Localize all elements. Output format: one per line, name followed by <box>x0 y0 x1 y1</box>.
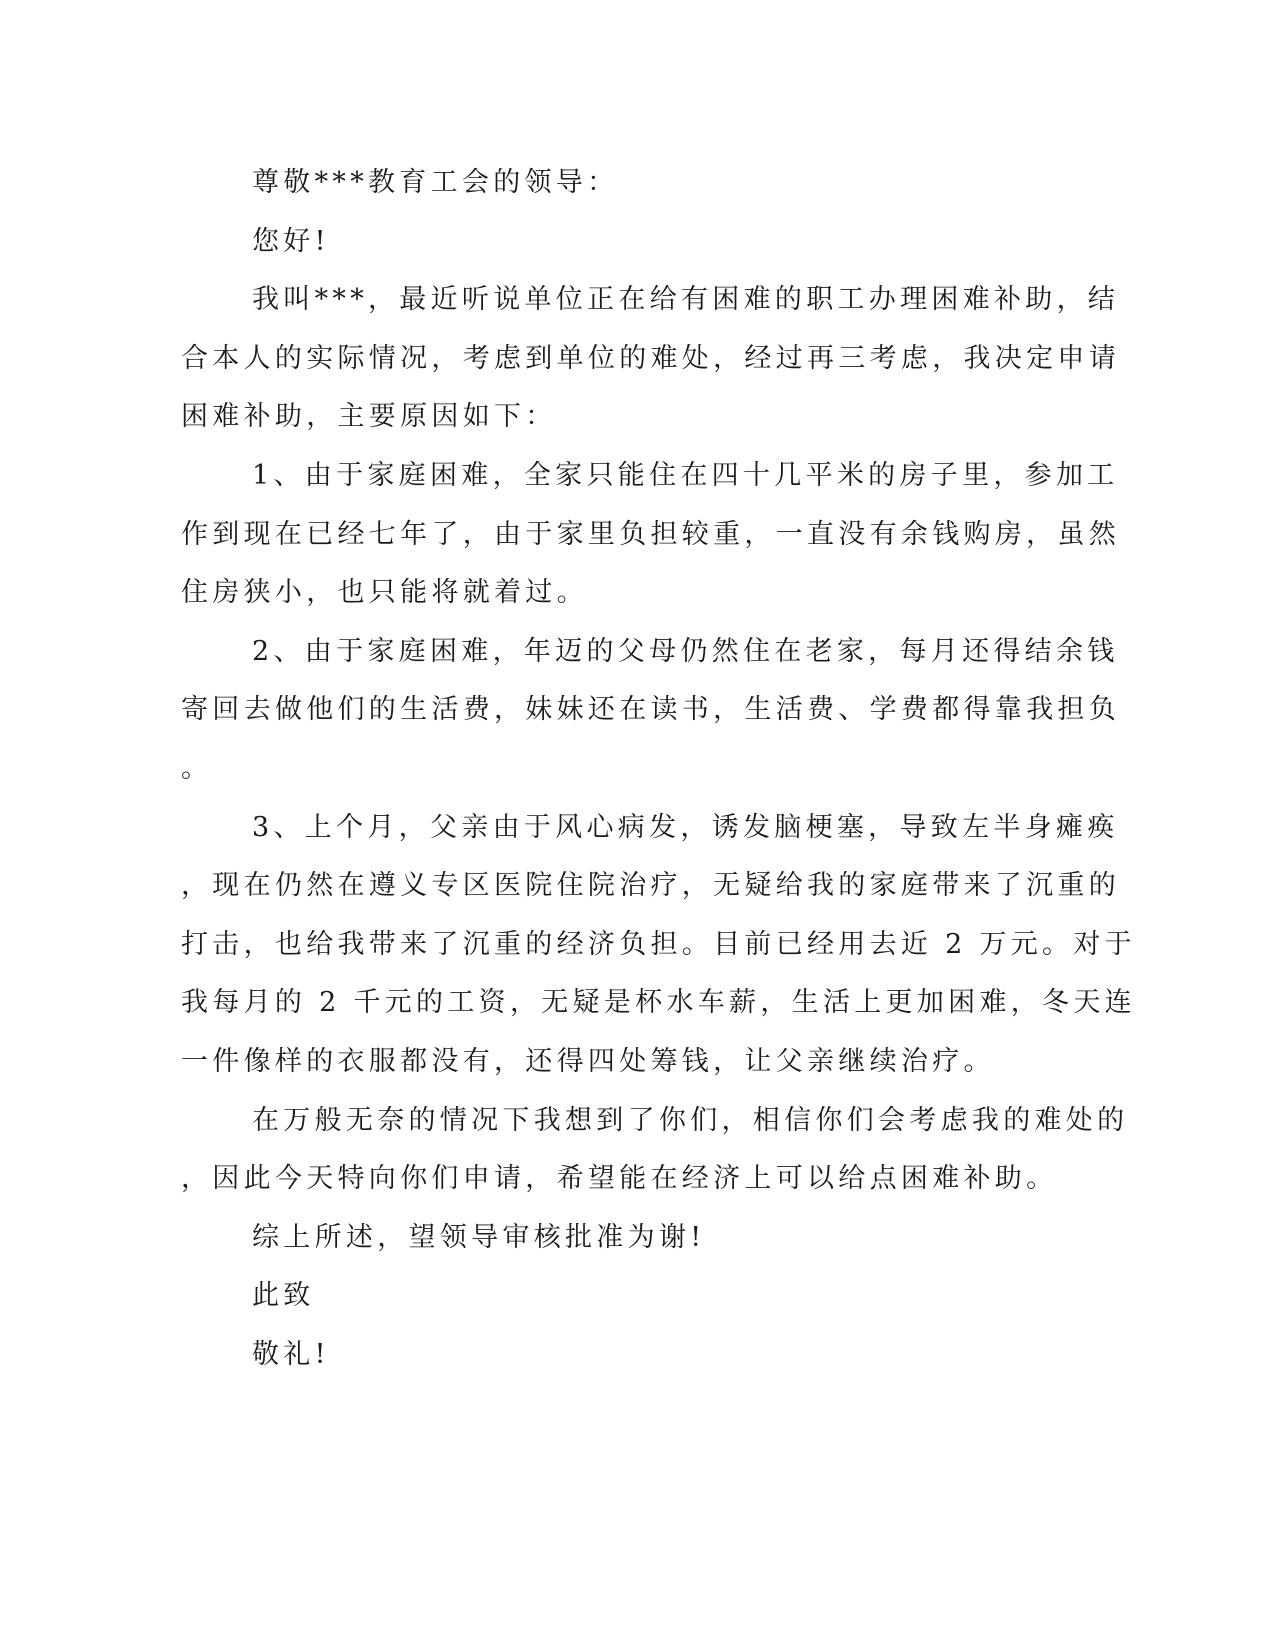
closing-jing-li: 敬礼! <box>252 1339 330 1370</box>
paragraph-4-line-4: 我每月的 2 千元的工资，无疑是杯水车薪，生活上更加困难，冬天连 <box>181 987 1136 1018</box>
paragraph-4-line-1: 3、上个月，父亲由于风心病发，诱发脑梗塞，导致左半身瘫痪 <box>252 812 1119 843</box>
paragraph-3-line-2: 寄回去做他们的生活费，妹妹还在读书，生活费、学费都得靠我担负 <box>181 694 1120 725</box>
paragraph-1-line-1: 我叫***，最近听说单位正在给有困难的职工办理困难补助，结 <box>252 284 1120 315</box>
paragraph-2-line-2: 作到现在已经七年了，由于家里负担较重，一直没有余钱购房，虽然 <box>181 519 1120 550</box>
paragraph-4-line-3: 打击，也给我带来了沉重的经济负担。目前已经用去近 2 万元。对于 <box>181 929 1136 960</box>
paragraph-4-line-5: 一件像样的衣服都没有，还得四处筹钱，让父亲继续治疗。 <box>181 1046 995 1077</box>
closing-ci-zhi: 此致 <box>252 1280 315 1311</box>
paragraph-2-line-1: 1、由于家庭困难，全家只能住在四十几平米的房子里，参加工 <box>252 460 1119 491</box>
paragraph-5-line-1: 在万般无奈的情况下我想到了你们，相信你们会考虑我的难处的 <box>252 1105 1129 1136</box>
paragraph-1-line-3: 困难补助，主要原因如下： <box>181 401 557 432</box>
salutation: 尊敬***教育工会的领导： <box>252 167 619 198</box>
paragraph-3-line-1: 2、由于家庭困难，年迈的父母仍然住在老家，每月还得结余钱 <box>252 636 1119 667</box>
conclusion: 综上所述，望领导审核批准为谢! <box>252 1222 706 1253</box>
greeting: 您好! <box>252 226 330 257</box>
paragraph-2-line-3: 住房狭小，也只能将就着过。 <box>181 577 588 608</box>
paragraph-3-line-3: 。 <box>181 753 213 784</box>
paragraph-5-line-2: ，因此今天特向你们申请，希望能在经济上可以给点困难补助。 <box>181 1163 1058 1194</box>
paragraph-4-line-2: ，现在仍然在遵义专区医院住院治疗，无疑给我的家庭带来了沉重的 <box>181 870 1120 901</box>
paragraph-1-line-2: 合本人的实际情况，考虑到单位的难处，经过再三考虑，我决定申请 <box>181 343 1120 374</box>
